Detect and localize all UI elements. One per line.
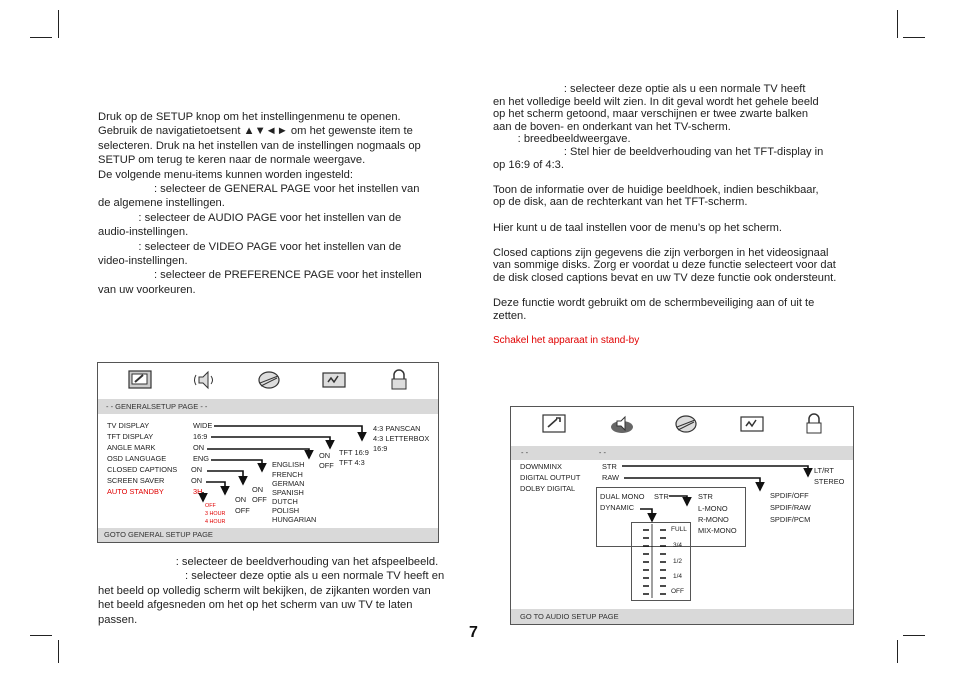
menu-item-screen-saver[interactable]: SCREEN SAVER bbox=[107, 476, 165, 485]
screensaver-option[interactable]: ON bbox=[235, 495, 247, 504]
tv-option[interactable]: 4:3 PANSCAN bbox=[373, 424, 421, 433]
text-line: van sommige disks. Zorg er voordat u deze functie selecteert voor dat bbox=[493, 259, 836, 272]
page-number: 7 bbox=[469, 624, 478, 641]
text-line: audio-instellingen. bbox=[98, 226, 189, 239]
text-line: op de disk, aan de rechterkant van het TFT-scherm. bbox=[493, 196, 748, 209]
text-line: zetten. bbox=[493, 309, 527, 322]
standby-option[interactable]: 4 HOUR bbox=[205, 519, 226, 525]
text-line: : selecteer de VIDEO PAGE voor het instellen van de bbox=[98, 240, 402, 253]
menu-value: RAW bbox=[602, 473, 619, 482]
text-line: aan de boven- en onderkant van het TV-scherm. bbox=[493, 120, 731, 133]
dual-mono-option[interactable]: STR bbox=[698, 492, 713, 501]
dual-mono-option[interactable]: MIX-MONO bbox=[698, 526, 737, 535]
menu-header-bar: - - - - bbox=[511, 446, 853, 460]
screensaver-option[interactable]: OFF bbox=[235, 506, 250, 515]
menu-value: STR bbox=[654, 492, 669, 501]
menu-value: WIDE bbox=[193, 421, 213, 430]
dynamic-level-label: 1/4 bbox=[673, 573, 683, 580]
menu-item-osd-language[interactable]: OSD LANGUAGE bbox=[107, 454, 167, 463]
tv-option[interactable]: 16:9 bbox=[373, 444, 388, 453]
language-option[interactable]: HUNGARIAN bbox=[272, 515, 317, 524]
menu-value: 16:9 bbox=[193, 432, 208, 441]
downmix-option[interactable]: LT/RT bbox=[814, 466, 834, 475]
angle-option[interactable]: ON bbox=[319, 451, 331, 460]
text-line: Closed captions zijn gegevens die zijn verborgen in het videosignaal bbox=[493, 246, 829, 259]
dynamic-level-label: 1/2 bbox=[673, 558, 683, 565]
digital-output-option[interactable]: SPDIF/PCM bbox=[770, 515, 811, 524]
dolby-item-dynamic[interactable]: DYNAMIC bbox=[600, 503, 635, 512]
text-line: selecteren. Druk na het instellen van de instellingen nogmaals op bbox=[98, 139, 421, 152]
captions-option[interactable]: OFF bbox=[252, 495, 267, 504]
menu-value: ON bbox=[191, 476, 203, 485]
text-line: op het scherm getoond, maar verschijnen er twee zwarte balken bbox=[493, 108, 809, 121]
language-option[interactable]: ENGLISH bbox=[272, 460, 305, 469]
text-line: : breedbeeldweergave. bbox=[493, 133, 631, 146]
text-line: : selecteer de PREFERENCE PAGE voor het instellen bbox=[98, 269, 422, 282]
text-line: De volgende menu-items kunnen worden ingesteld: bbox=[98, 168, 353, 181]
menu-value: STR bbox=[602, 462, 617, 471]
slider-ticks bbox=[643, 530, 666, 594]
text-line: : selecteer deze optie als u een normale TV heeft bbox=[493, 83, 806, 95]
standby-option[interactable]: OFF bbox=[205, 503, 216, 509]
text-line: SETUP om terug te keren naar de normale weergave. bbox=[98, 154, 366, 167]
text-line: het beeld op volledig scherm wilt bekijken, de zijkanten worden van bbox=[98, 584, 431, 597]
menu-footer-bar: GOTO GENERAL SETUP PAGE bbox=[98, 528, 438, 542]
standby-note: Schakel het apparaat in stand-by bbox=[493, 335, 640, 346]
menu-item-digital-output[interactable]: DIGITAL OUTPUT bbox=[520, 473, 581, 482]
dolby-item-dual-mono[interactable]: DUAL MONO bbox=[600, 492, 645, 501]
menu-item-dolby-digital[interactable]: DOLBY DIGITAL bbox=[520, 484, 576, 493]
dual-mono-option[interactable]: R-MONO bbox=[698, 515, 729, 524]
text-line: het beeld afgesneden om het op het scherm van uw TV te laten bbox=[98, 599, 413, 612]
language-option[interactable]: POLISH bbox=[272, 506, 300, 515]
text-line: : selecteer de beeldverhouding van het afspeelbeeld. bbox=[98, 556, 439, 568]
dynamic-level-label: 3/4 bbox=[673, 542, 683, 549]
digital-output-option[interactable]: SPDIF/RAW bbox=[770, 503, 811, 512]
text-line: : selecteer de AUDIO PAGE voor het instellen van de bbox=[98, 211, 402, 224]
tft-option[interactable]: TFT 4:3 bbox=[339, 458, 365, 467]
menu-item-downmix[interactable]: DOWNMINX bbox=[520, 462, 562, 471]
tft-option[interactable]: TFT 16:9 bbox=[339, 448, 369, 457]
menu-item-tft-display[interactable]: TFT DISPLAY bbox=[107, 432, 154, 441]
text-line: de algemene instellingen. bbox=[98, 197, 225, 210]
language-option[interactable]: DUTCH bbox=[272, 497, 298, 506]
tv-option[interactable]: 4:3 LETTERBOX bbox=[373, 434, 430, 443]
text-line: Hier kunt u de taal instellen voor de menu’s op het scherm. bbox=[493, 221, 783, 234]
text-line: Toon de informatie over de huidige beeldhoek, indien beschikbaar, bbox=[493, 183, 819, 196]
text-line: Gebruik de navigatietoetsent ▲▼◄► om het gewenste item te bbox=[98, 125, 413, 138]
menu-value: ON bbox=[193, 443, 205, 452]
dynamic-level-label: FULL bbox=[671, 526, 687, 533]
text-line: de disk closed captions bevat en uw TV deze functie ook ondersteunt. bbox=[493, 271, 837, 284]
language-option[interactable]: FRENCH bbox=[272, 470, 303, 479]
text-line: Deze functie wordt gebruikt om de schermbeveiliging aan of uit te bbox=[493, 297, 815, 310]
dual-mono-option[interactable]: L-MONO bbox=[698, 504, 728, 513]
menu-item-closed-captions[interactable]: CLOSED CAPTIONS bbox=[107, 465, 178, 474]
text-line: passen. bbox=[98, 613, 138, 626]
menu-value: ENG bbox=[193, 454, 210, 463]
digital-output-option[interactable]: SPDIF/OFF bbox=[770, 491, 809, 500]
menu-footer-bar: GO TO AUDIO SETUP PAGE bbox=[511, 609, 853, 624]
dynamic-level-label: OFF bbox=[671, 588, 684, 595]
text-line: : Stel hier de beeldverhouding van het TFT-display in bbox=[493, 145, 824, 158]
menu-value: ON bbox=[191, 465, 203, 474]
text-line: en het volledige beeld wilt zien. In dit geval wordt het gehele beeld bbox=[493, 95, 819, 108]
angle-option[interactable]: OFF bbox=[319, 461, 334, 470]
text-line: op 16:9 of 4:3. bbox=[493, 158, 564, 171]
menu-item-tv-display[interactable]: TV DISPLAY bbox=[107, 421, 150, 430]
captions-option[interactable]: ON bbox=[252, 485, 264, 494]
language-option[interactable]: GERMAN bbox=[272, 479, 305, 488]
text-line: video-instellingen. bbox=[98, 255, 188, 268]
menu-item-auto-standby[interactable]: AUTO STANDBY bbox=[107, 487, 164, 496]
language-option[interactable]: SPANISH bbox=[272, 488, 304, 497]
text-line: Druk op de SETUP knop om het instellingenmenu te openen. bbox=[98, 111, 401, 123]
text-line: : selecteer deze optie als u een normale TV heeft en bbox=[98, 570, 445, 583]
menu-header-bar: - - GENERALSETUP PAGE - - bbox=[98, 399, 438, 414]
text-line: : selecteer de GENERAL PAGE voor het instellen van bbox=[98, 183, 420, 196]
standby-option[interactable]: 3 HOUR bbox=[205, 511, 226, 517]
downmix-option[interactable]: STEREO bbox=[814, 477, 845, 486]
text-line: van uw voorkeuren. bbox=[98, 283, 196, 296]
menu-value: 3H bbox=[193, 487, 203, 496]
menu-item-angle-mark[interactable]: ANGLE MARK bbox=[107, 443, 156, 452]
